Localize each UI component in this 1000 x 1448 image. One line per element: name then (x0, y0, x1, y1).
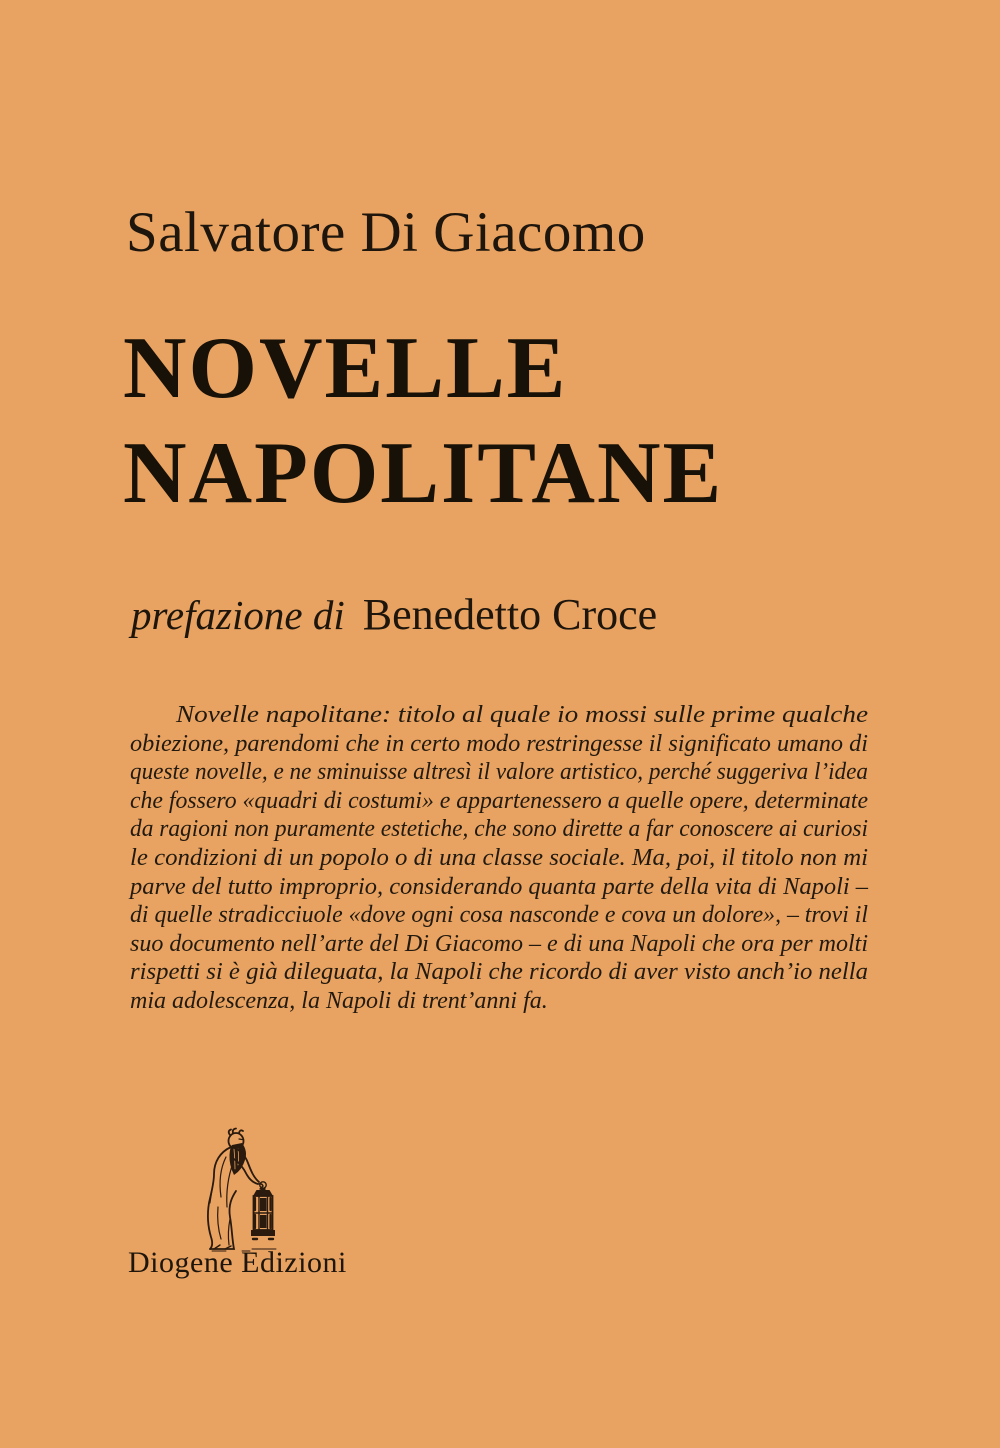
author-name: Salvatore Di Giacomo (126, 201, 646, 264)
preface-line (131, 589, 657, 640)
excerpt-line: le condizioni di un popolo o di una classe sociale. Ma, poi, il titolo non mi (130, 844, 868, 871)
excerpt-line: rispetti si è già dileguata, la Napoli che ricordo di aver visto anch’io nella (130, 959, 868, 986)
excerpt-line: parve del tutto improprio, considerando quanta parte della vita di Napoli – (130, 873, 868, 900)
preface-label: prefazione di (131, 592, 345, 638)
book-title (123, 316, 723, 526)
excerpt-line: suo documento nell’arte del Di Giacomo – e di una Napoli che ora per molti (130, 930, 869, 957)
excerpt-line: da ragioni non puramente estetiche, che sono dirette a far conoscere ai curiosi (130, 816, 868, 843)
excerpt-line: queste novelle, e ne sminuisse altresì il valore artistico, perché suggeriva l’idea (130, 759, 868, 786)
diogenes-lantern-icon (182, 1127, 290, 1255)
publisher-logo (182, 1127, 290, 1255)
excerpt-line: Novelle napolitane: titolo al quale io mossi sulle prime qualche (176, 702, 868, 728)
title-line-1: NOVELLE (123, 320, 568, 417)
excerpt-line: che fossero «quadri di costumi» e appartenessero a quelle opere, determinate (130, 787, 868, 814)
excerpt-paragraph (130, 701, 868, 1016)
excerpt-line: mia adolescenza, la Napoli di trent’anni fa. (130, 987, 548, 1014)
excerpt-line: di quelle stradicciuole «dove ogni cosa nasconde e cova un dolore», – trovi il (130, 902, 868, 929)
preface-author-name: Benedetto Croce (362, 590, 658, 639)
publisher-name: Diogene Edizioni (128, 1246, 347, 1279)
title-line-2: NAPOLITANE (123, 425, 724, 522)
excerpt-line: obiezione, parendomi che in certo modo restringesse il significato umano di (130, 730, 868, 757)
